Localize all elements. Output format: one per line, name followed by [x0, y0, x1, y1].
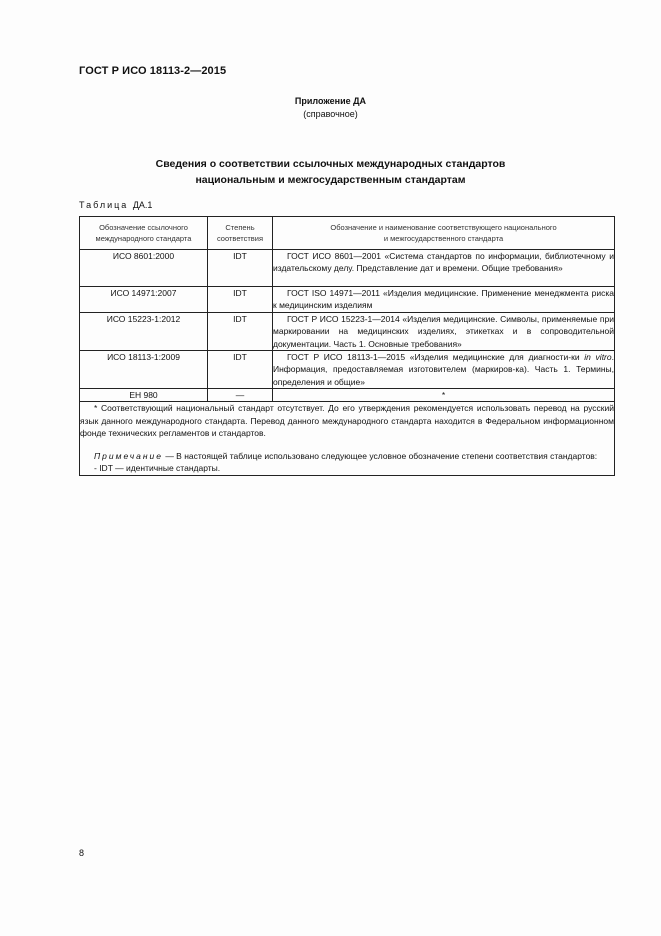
note-label: Примечание: [94, 451, 163, 462]
table-header-row: [80, 217, 615, 250]
cell-national-standard-text: ГОСТ ISO 14971—2011 «Изделия медицинские. Применение менеджмента риска к медицинским изделиям: [273, 288, 614, 311]
cell-intl-standard: ИСО 18113-1:2009: [80, 351, 208, 389]
cell-intl-standard: ИСО 15223-1:2012: [80, 312, 208, 350]
cell-intl-standard: ИСО 14971:2007: [80, 287, 208, 313]
cell-national-standard-italic: in vitro: [584, 352, 612, 363]
table-caption-word: Таблица: [79, 200, 129, 210]
cell-degree: IDT: [208, 312, 273, 350]
cell-national-standard: *: [273, 389, 615, 402]
cell-national-standard-text-part-1: ГОСТ Р ИСО 18113-1—2015 «Изделия медицинские для диагности-ки: [287, 352, 585, 363]
standards-correspondence-table: [79, 216, 615, 476]
cell-intl-standard: ИСО 8601:2000: [80, 250, 208, 287]
cell-national-standard-text: ГОСТ Р ИСО 15223-1—2014 «Изделия медицинские. Символы, применяемые при маркировании на медицинских изделиях, этикетках и в сопроводительной документации. Часть 1. Основные требования»: [273, 313, 614, 349]
table-row: [80, 312, 615, 350]
header-degree: [208, 217, 273, 250]
footnote-text: * Соответствующий национальный стандарт отсутствует. До его утверждения рекомендуется использовать перевод на русский язык данного международного стандарта. Перевод данного международного стандарта находится в Федеральном информационном фонде технических регламентов и стандартов.: [80, 403, 614, 438]
table-row: [80, 389, 615, 402]
note-text: [80, 450, 614, 462]
header-degree-line-1: Степень: [225, 223, 255, 232]
table-row: [80, 250, 615, 287]
appendix-title: Приложение ДА: [294, 96, 367, 106]
cell-intl-standard: ЕН 980: [80, 389, 208, 402]
cell-degree: —: [208, 389, 273, 402]
section-title-line-1: Сведения о соответствии ссылочных международных стандартов: [155, 158, 506, 170]
cell-degree: IDT: [208, 287, 273, 313]
header-intl-line-1: Обозначение ссылочного: [99, 223, 188, 232]
table-row: [80, 287, 615, 313]
page-number: 8: [79, 848, 85, 858]
table-caption: [79, 200, 152, 210]
cell-national-standard-text-part-2: . Информация, предоставляемая изготовителем (маркиров-ка). Часть 1. Термины, определения и общие»: [273, 352, 614, 387]
appendix-heading: [0, 95, 661, 121]
header-nat-line-2: и межгосударственного стандарта: [383, 234, 504, 243]
table-footnote: [80, 402, 615, 475]
header-intl-line-2: международного стандарта: [95, 234, 192, 243]
table-footnote-row: [80, 402, 615, 475]
header-degree-line-2: соответствия: [216, 234, 264, 243]
section-title: [0, 156, 661, 188]
table-caption-number: ДА.1: [132, 200, 153, 210]
header-national-standard: [273, 217, 615, 250]
header-intl-standard: [80, 217, 208, 250]
cell-national-standard-text: ГОСТ ИСО 8601—2001 «Система стандартов по информации, библиотечному и издательскому делу. Представление дат и времени. Общие требования»: [273, 251, 614, 274]
section-title-line-2: национальным и межгосударственным стандартам: [195, 174, 466, 186]
document-code-header: ГОСТ Р ИСО 18113-2—2015: [79, 65, 227, 77]
table-row: [80, 351, 615, 389]
note-body: — В настоящей таблице использовано следующее условное обозначение степени соответствия стандартов:: [162, 451, 598, 462]
cell-degree: IDT: [208, 351, 273, 389]
cell-national-standard: [273, 250, 615, 287]
note-list-item: - IDT — идентичные стандарты.: [94, 463, 221, 474]
cell-national-standard: [273, 351, 615, 389]
appendix-subtitle: (справочное): [303, 109, 358, 119]
header-nat-line-1: Обозначение и наименование соответствующего национального: [330, 223, 557, 232]
cell-national-standard: [273, 312, 615, 350]
cell-degree: IDT: [208, 250, 273, 287]
cell-national-standard: [273, 287, 615, 313]
